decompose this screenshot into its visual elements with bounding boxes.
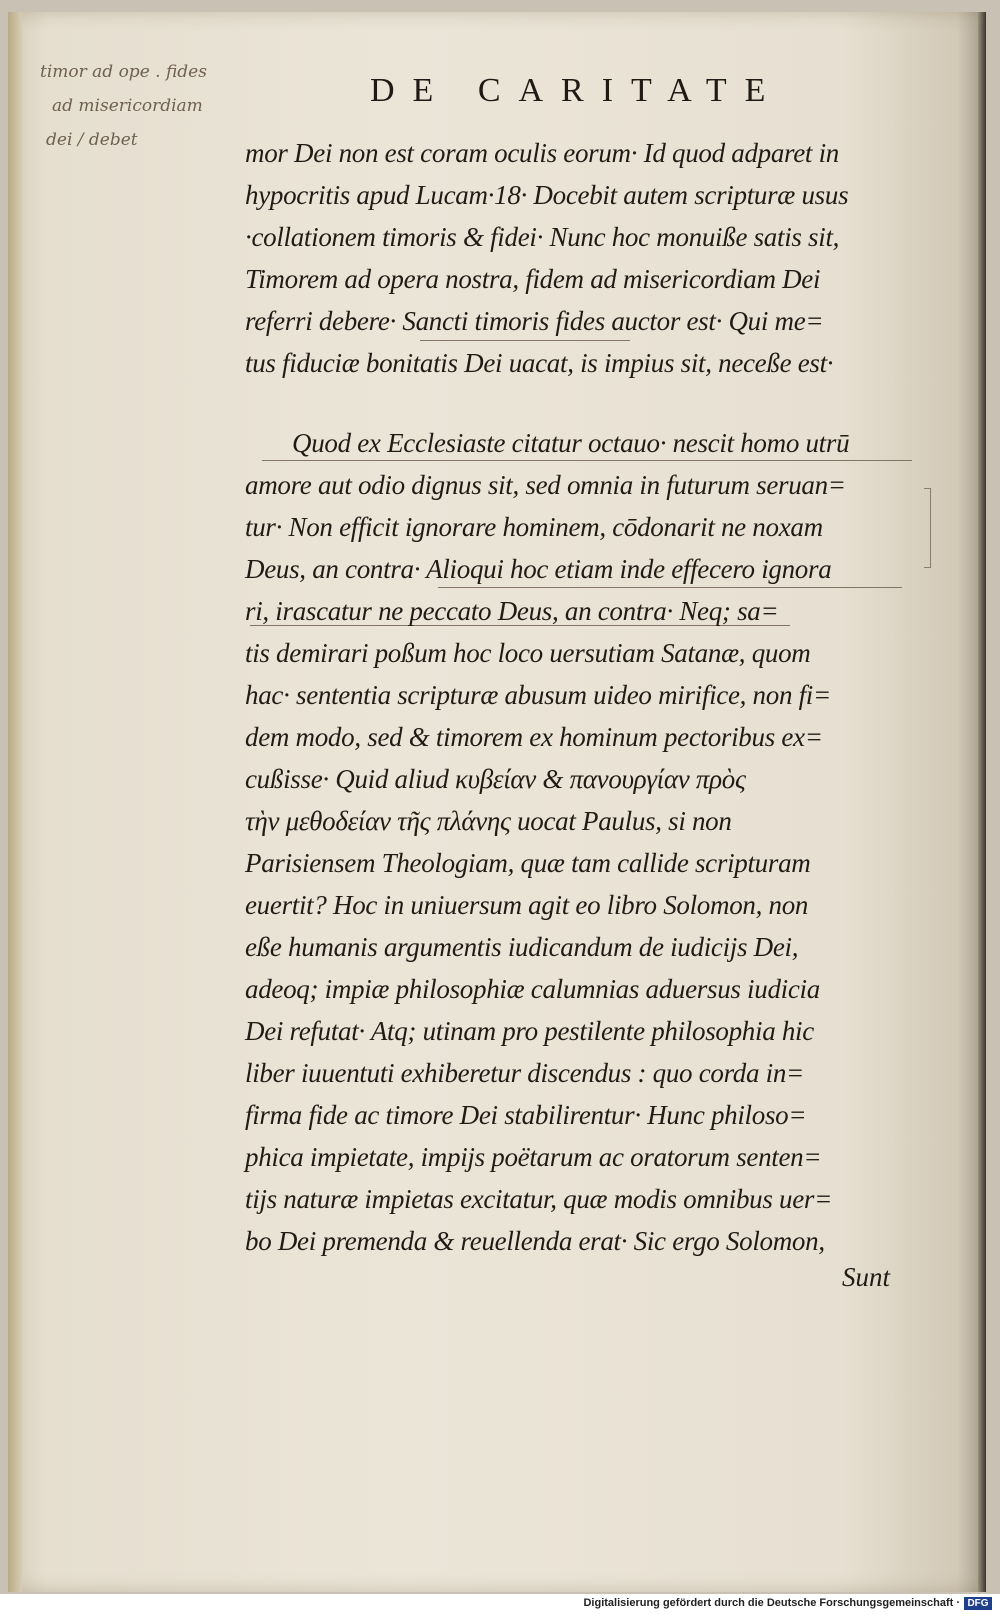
catchword: Sunt (842, 1262, 891, 1292)
underline-mark (262, 460, 912, 461)
text-line: ·collationem timoris & fidei· Nunc hoc monuiße satis sit, (245, 222, 840, 252)
text-line: Deus, an contra· Alioqui hoc etiam inde effecero ignora (245, 554, 832, 584)
page-edge (978, 12, 986, 1592)
text-line: phica impietate, impijs poëtarum ac oratorum senten= (245, 1142, 822, 1172)
text-line: Parisiensem Theologiam, quæ tam callide scripturam (245, 848, 811, 878)
text-line: referri debere· Sancti timoris fides auctor est· Qui me= (245, 306, 824, 336)
funding-credit: Digitalisierung gefördert durch die Deutsche Forschungsgemeinschaft · (583, 1597, 960, 1609)
text-line: tis demirari poßum hoc loco uersutiam Satanæ, quom (245, 638, 811, 668)
text-line: Quod ex Ecclesiaste citatur octauo· nescit homo utrū (292, 428, 850, 458)
text-line: adeoq; impiæ philosophiæ calumnias aduersus iudicia (245, 974, 820, 1004)
text-line: liber iuuentuti exhiberetur discendus : quo corda in= (245, 1058, 804, 1088)
text-line: tijs naturæ impietas excitatur, quæ modis omnibus uer= (245, 1184, 833, 1214)
underline-mark (438, 587, 902, 588)
running-header: DE CARITATE (370, 72, 784, 109)
text-line: mor Dei non est coram oculis eorum· Id quod adparet in (245, 138, 839, 168)
text-line: ri, irascatur ne peccato Deus, an contra· Neq; sa= (245, 596, 779, 626)
marginal-note: ad misericordiam (52, 96, 203, 116)
text-line: euertit? Hoc in uniuersum agit eo libro Solomon, non (245, 890, 809, 920)
text-line: hypocritis apud Lucam·18· Docebit autem scripturæ usus (245, 180, 849, 210)
text-line: tur· Non efficit ignorare hominem, cōdonarit ne noxam (245, 512, 823, 542)
text-line: Dei refutat· Atq; utinam pro pestilente philosophia hic (245, 1016, 814, 1046)
text-line: tus fiduciæ bonitatis Dei uacat, is impius sit, neceße est· (245, 348, 834, 378)
text-line: firma fide ac timore Dei stabilirentur· Hunc philoso= (245, 1100, 807, 1130)
page-gutter (8, 12, 22, 1592)
text-line: amore aut odio dignus sit, sed omnia in futurum seruan= (245, 470, 846, 500)
text-line: Timorem ad opera nostra, fidem ad misericordiam Dei (245, 264, 821, 294)
text-line: cußisse· Quid aliud κυβείαν & πανουργίαν πρὸς (245, 764, 746, 794)
text-line: hac· sententia scripturæ abusum uideo mirifice, non fi= (245, 680, 831, 710)
text-line: eße humanis argumentis iudicandum de iudicijs Dei, (245, 932, 799, 962)
marginal-note: timor ad ope . fides (40, 62, 207, 82)
text-line: τὴν μεθοδείαν τῆς πλάνης uocat Paulus, si non (245, 806, 732, 836)
text-line: bo Dei premenda & reuellenda erat· Sic ergo Solomon, (245, 1226, 825, 1256)
text-line: dem modo, sed & timorem ex hominum pectoribus ex= (245, 722, 823, 752)
bracket-mark (924, 488, 931, 568)
marginal-note: dei / debet (46, 130, 138, 150)
underline-mark (420, 340, 630, 341)
dfg-logo: DFG (964, 1597, 992, 1610)
